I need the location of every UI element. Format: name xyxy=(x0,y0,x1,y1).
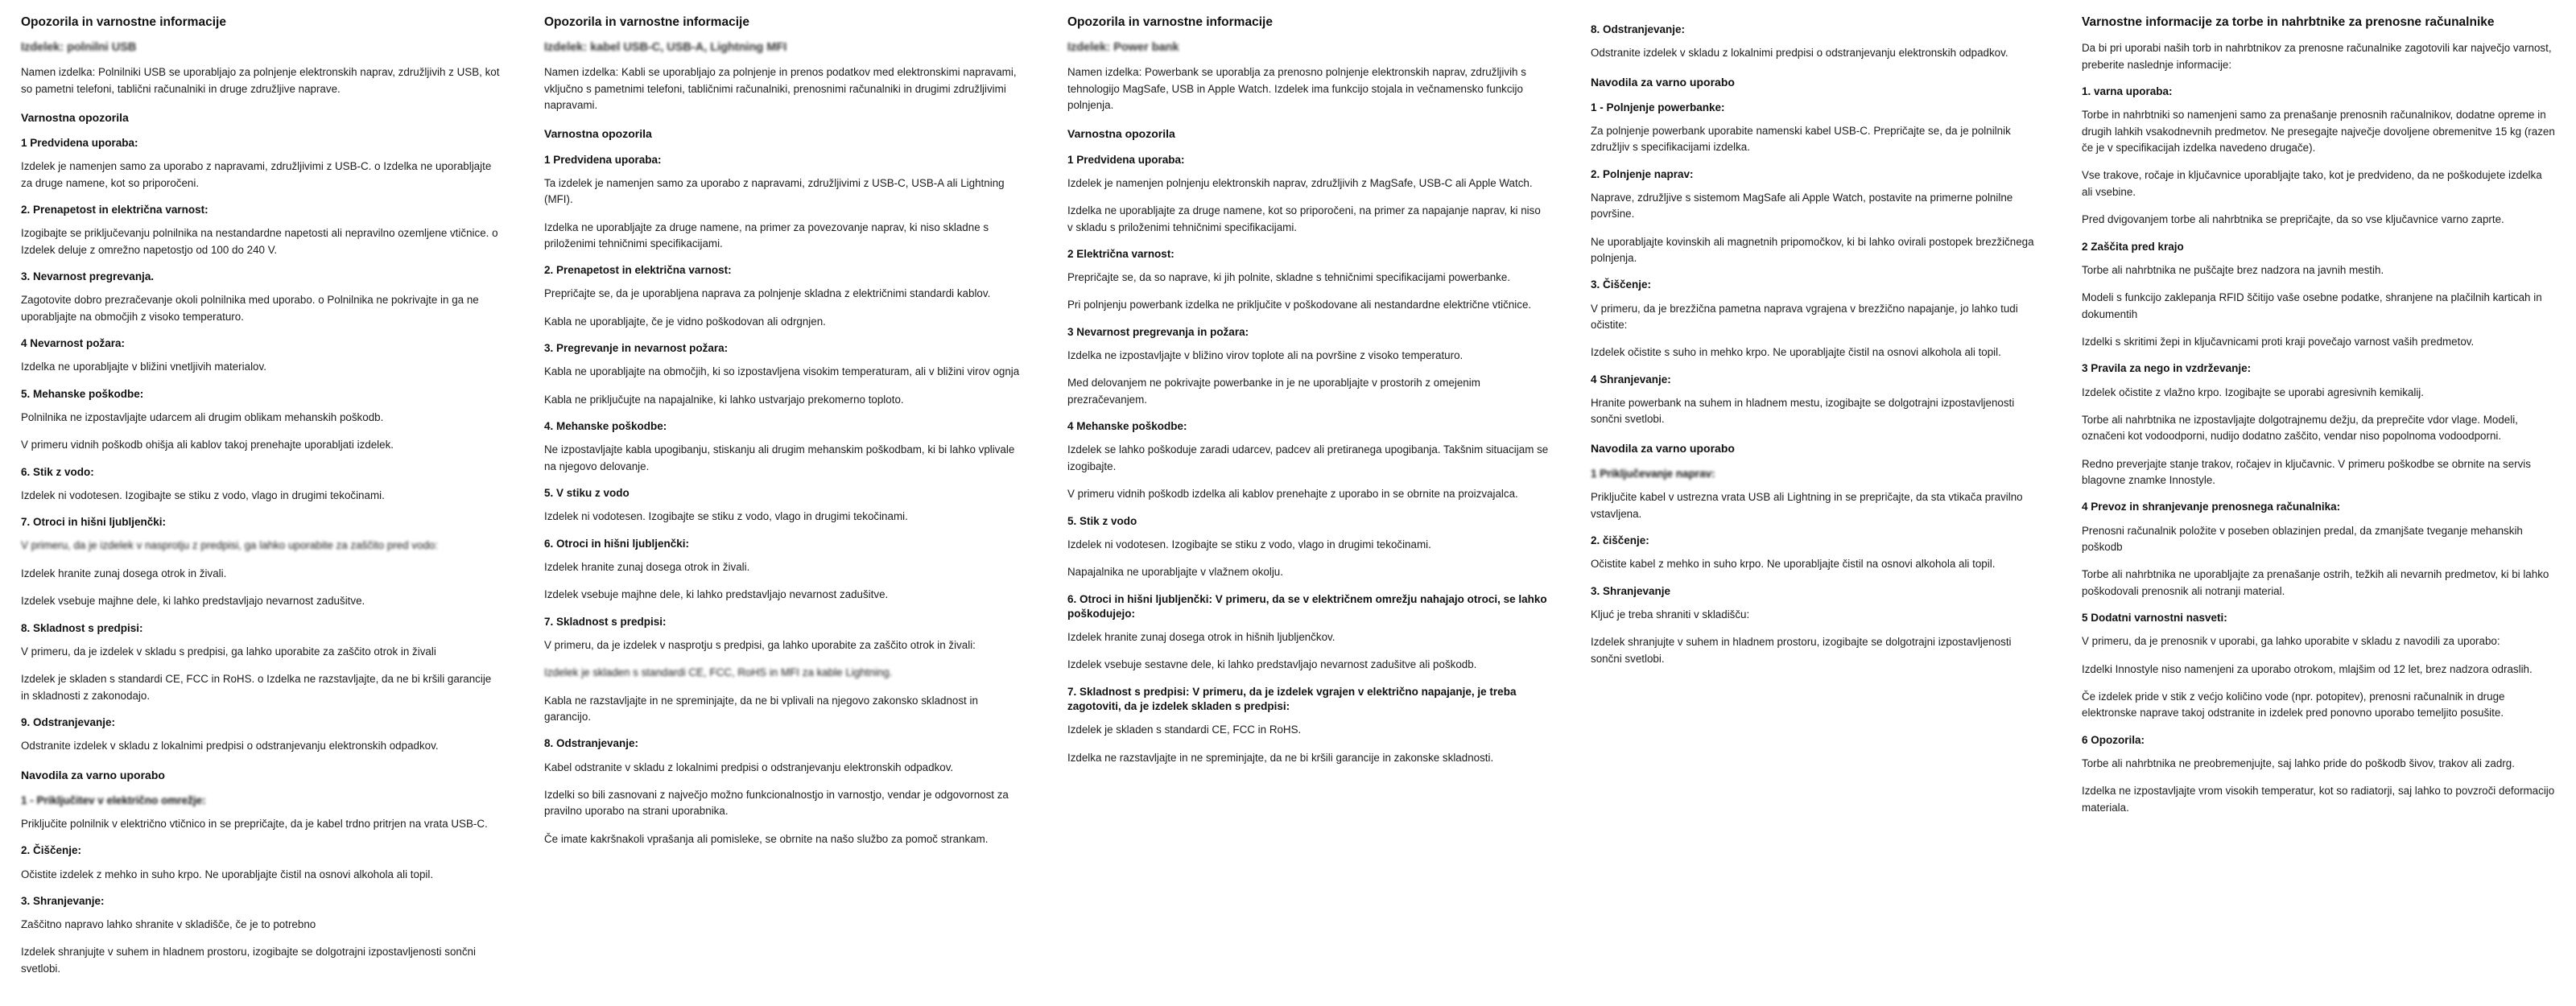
paragraph: Izdelek ni vodotesen. Izogibajte se stiku z vodo, vlago in drugimi tekočinami. xyxy=(21,489,385,501)
paragraph: Če izdelek pride v stik z većjo količino vode (npr. potopitev), prenosni računalnik in druge elektronske naprave takoj odstranite in izdelek pred ponovno uporabo temeljito posušite. xyxy=(2082,691,2505,719)
item-heading: 1. varna uporaba: xyxy=(2082,85,2173,98)
item-heading: 3. Nevarnost pregrevanja. xyxy=(21,270,155,283)
paragraph: Izdelek je namenjen samo za uporabo z napravami, združljivimi z USB-C. o Izdelka ne uporabljajte za druge namene, kot so priporočeni. xyxy=(21,160,492,189)
item-heading: 3 Nevarnost pregrevanja in požara: xyxy=(1067,325,1249,338)
item-heading: 1 - Polnjenje powerbanke: xyxy=(1591,101,1725,113)
item-heading: 6. Otroci in hišni ljubljenčki: V primeru, da se v električnem omrežju nahajajo otroci, se lahko poškodujejo: xyxy=(1067,592,1547,620)
paragraph: Izdelka ne uporabljajte za druge namene, kot so priporočeni, na primer za napajanje naprav, ki niso v skladu s priloženimi tehničnimi specifikacijami. xyxy=(1067,204,1541,233)
product-name: Izdelek: kabel USB-C, USB-A, Lightning MFI xyxy=(544,41,787,55)
paragraph: Naprave, združljive s sistemom MagSafe ali Apple Watch, postavite na primerne polnilne površine. xyxy=(1591,191,2013,221)
paragraph: Napajalnika ne uporabljajte v vlažnem okolju. xyxy=(1067,566,1283,579)
paragraph: Ta izdelek je namenjen samo za uporabo z napravami, združljivimi z USB-C, USB-A ali Lightning (MFI). xyxy=(544,176,1005,206)
item-heading: 6 Opozorila: xyxy=(2082,733,2145,746)
item-heading: 2. Čiščenje: xyxy=(21,844,82,857)
paragraph: Polnilnika ne izpostavljajte udarcem ali drugim oblikam mehanskih poškodb. xyxy=(21,410,384,423)
paragraph: Med delovanjem ne pokrivajte powerbanke in je ne uporabljajte v prostorih z omejenim prezračevanjem. xyxy=(1067,377,1480,406)
item-heading: 2. Polnjenje naprav: xyxy=(1591,167,1694,180)
paragraph: Izdelek vsebuje sestavne dele, ki lahko predstavljajo nevarnost zadušitve ali poškodb. xyxy=(1067,658,1477,671)
paragraph: Zagotovite dobro prezračevanje okoli polnilnika med uporabo. o Polnilnika ne pokrivajte in ga ne uporabljajte na območjih z visoko temperaturo. xyxy=(21,294,479,323)
paragraph: Pri polnjenju powerbank izdelka ne priključite v poškodovane ali nestandardne električne vtičnice. xyxy=(1067,299,1532,311)
item-heading: 1 Predvidena uporaba: xyxy=(1067,153,1185,166)
section-heading: Varnostna opozorila xyxy=(544,127,652,141)
item-heading: 5. V stiku z vodo xyxy=(544,487,630,500)
paragraph: Očistite izdelek z mehko in suho krpo. Ne uporabljajte čistil na osnovi alkohola ali topil. xyxy=(21,868,434,880)
paragraph: Izdelka ne uporabljajte v bližini vnetljivih materialov. xyxy=(21,361,266,373)
paragraph: Namen izdelka: Kabli se uporabljajo za polnjenje in prenos podatkov med elektronskimi napravami, vključno s pametnimi telefoni, tabličnimi računalniki, prenosnimi računalniki in drugimi združljivimi napravami. xyxy=(544,66,1017,111)
paragraph: Priključite kabel v ustrezna vrata USB ali Lightning in se prepričajte, da sta vtikača pravilno vstavljena. xyxy=(1591,491,2023,520)
column-usb-cable xyxy=(523,14,1046,859)
paragraph: V primeru, da je izdelek v nasprotju s predpisi, ga lahko uporabite za zaščito otrok in živali: xyxy=(544,638,976,651)
paragraph: Izdelki s skritimi žepi in ključavnicami proti kraji povečajo varnost vaših predmetov. xyxy=(2082,335,2475,348)
item-heading: 8. Odstranjevanje: xyxy=(544,737,639,750)
item-heading: 7. Skladnost s predpisi: xyxy=(544,615,667,628)
paragraph: Modeli s funkcijo zaklepanja RFID ščitijo vaše osebne podatke, shranjene na plačilnih karticah in dokumentih xyxy=(2082,291,2542,320)
item-heading: 9. Odstranjevanje: xyxy=(21,715,116,728)
paragraph: V primeru, da je brezžična pametna naprava vgrajena v brezžično napajanje, jo lahko tudi očistite: xyxy=(1591,302,2018,332)
item-heading: 8. Skladnost s predpisi: xyxy=(21,621,143,634)
paragraph: Kljuć je treba shraniti v skladišču: xyxy=(1591,608,1750,621)
paragraph: Izdelek hranite zunaj dosega otrok in živali. xyxy=(544,560,750,573)
paragraph: Pred dvigovanjem torbe ali nahrbtnika se prepričajte, da so vse ključavnice varno zaprte. xyxy=(2082,213,2504,226)
item-heading: 5. Stik z vodo xyxy=(1067,514,1137,527)
paragraph: Izdelka ne uporabljajte za druge namene, na primer za povezovanje naprav, ki niso skladne s priloženimi tehničnimi specifikacijami. xyxy=(544,221,989,249)
item-heading: 2. Prenapetost in električna varnost: xyxy=(544,264,732,277)
paragraph: Odstranite izdelek v skladu z lokalnimi predpisi o odstranjevanju elektronskih odpadkov. xyxy=(1591,47,2008,60)
paragraph: V primeru, da je izdelek v skladu s predpisi, ga lahko uporabite za zaščito otrok in živali xyxy=(21,645,436,658)
column-title: Opozorila in varnostne informacije xyxy=(1067,15,1273,29)
item-heading: 5. Mehanske poškodbe: xyxy=(21,387,144,400)
item-heading: 4. Mehanske poškodbe: xyxy=(544,420,667,433)
item-heading: 1 Priključevanje naprav: xyxy=(1591,467,1715,480)
item-heading: 2 Električna varnost: xyxy=(1067,247,1174,260)
section-heading: Varnostna opozorila xyxy=(21,110,129,124)
paragraph: Prenosni računalnik položite v poseben oblazinjen predal, da zmanjšate tveganje mehanskih poškodb xyxy=(2082,524,2523,553)
paragraph: Kabla ne uporabljajte na območjih, ki so izpostavljena visokim temperaturam, ali v bližini virov ognja xyxy=(544,365,1020,378)
section-heading: Navodila za varno uporabo xyxy=(1591,75,1735,89)
paragraph: V primeru vidnih poškodb izdelka ali kablov prenehajte z uporabo in se obrnite na proizvajalca. xyxy=(1067,488,1518,501)
paragraph: Izdelki so bili zasnovani z največjo možno funkcionalnostjo in varnostjo, vendar je odgovornost za pravilno uporabo na strani uporabnika. xyxy=(544,789,1009,818)
paragraph: Izdelek je skladen s standardi CE, FCC in RoHS. xyxy=(1067,724,1302,736)
paragraph: Namen izdelka: Powerbank se uporablja za prenosno polnjenje elektronskih naprav, združljivih s tehnologijo MagSafe, USB in Apple Watch. Izdelek ima funkcijo stojala in večnamensko funkcijo polnjenja. xyxy=(1067,66,1526,111)
paragraph: Da bi pri uporabi naših torb in nahrbtnikov za prenosne računalnike zagotovili kar največjo varnost, preberite naslednje informacije: xyxy=(2082,42,2552,71)
paragraph: Zaščitno napravo lahko shranite v skladišče, če je to potrebno xyxy=(21,918,316,931)
paragraph: Očistite kabel z mehko in suho krpo. Ne uporabljajte čistil na osnovi alkohola ali topil. xyxy=(1591,558,1996,571)
item-heading: 4 Prevoz in shranjevanje prenosnega računalnika: xyxy=(2082,501,2341,513)
paragraph: Izdelek shranjujte v suhem in hladnem prostoru, izogibajte se dolgotrajni izpostavljenosti sončni svetlobi. xyxy=(1591,636,2012,665)
item-heading: 3. Shranjevanje xyxy=(1591,584,1671,597)
item-heading: 5 Dodatni varnostni nasveti: xyxy=(2082,612,2227,625)
item-heading: 4 Shranjevanje: xyxy=(1591,373,1671,385)
item-heading: 3 Pravila za nego in vzdrževanje: xyxy=(2082,362,2252,375)
paragraph: Izdelek očistite z vlažno krpo. Izogibajte se uporabi agresivnih kemikalij. xyxy=(2082,385,2424,398)
paragraph: Izdelek je skladen s standardi CE, FCC, RoHS in MFI za kable Lightning. xyxy=(544,666,893,679)
paragraph: Hranite powerbank na suhem in hladnem mestu, izogibajte se dolgotrajni izpostavljenosti sončni svetlobi. xyxy=(1591,397,2015,426)
paragraph: Izdelka ne izpostavljajte v bližino virov toplote ali na površine z visoko temperaturo. xyxy=(1067,349,1463,362)
paragraph: Izdelek vsebuje majhne dele, ki lahko predstavljajo nevarnost zadušitve. xyxy=(21,595,365,608)
column-powerbank-continued xyxy=(1570,14,2061,678)
paragraph: Torbe in nahrbtniki so namenjeni samo za prenašanje prenosnih računalnikov, dodatne opreme in drugih lahkih vsakodnevnih predmetov. Ne presegajte največje dovoljene obremenitve 15 kg (razen če je v specifikacijah izdelka navedeno drugače). xyxy=(2082,109,2555,155)
paragraph: Izdelek ni vodotesen. Izogibajte se stiku z vodo, vlago in drugimi tekočinami. xyxy=(544,510,908,523)
item-heading: 2. Prenapetost in električna varnost: xyxy=(21,204,208,216)
paragraph: V primeru, da je izdelek v nasprotju z predpisi, ga lahko uporabite za zaščito pred vodo: xyxy=(21,539,439,552)
paragraph: Izdelek hranite zunaj dosega otrok in hišnih ljubljenčkov. xyxy=(1067,630,1335,643)
column-title: Opozorila in varnostne informacije xyxy=(21,15,226,29)
paragraph: Namen izdelka: Polnilniki USB se uporabljajo za polnjenje elektronskih naprav, združljivih z USB, kot so pametni telefoni, tablični računalniki in druge združljive naprave. xyxy=(21,66,500,95)
item-heading: 6. Stik z vodo: xyxy=(21,465,94,478)
product-name: Izdelek: polnilni USB xyxy=(21,41,137,55)
paragraph: Za polnjenje powerbank uporabite namenski kabel USB-C. Prepričajte se, da je polnilnik združljiv s specifikacijami izdelka. xyxy=(1591,125,2011,154)
section-heading: Navodila za varno uporabo xyxy=(1591,441,1735,455)
paragraph: Torbe ali nahrbtnika ne puščajte brez nadzora na javnih mestih. xyxy=(2082,263,2384,276)
item-heading: 4 Nevarnost požara: xyxy=(21,337,126,350)
paragraph: Torbe ali nahrbtnika ne uporabljajte za prenašanje ostrih, težkih ali nevarnih predmetov, ki bi lahko poškodovali prenosnik ali notranji material. xyxy=(2082,568,2549,597)
paragraph: Izdelek shranjujte v suhem in hladnem prostoru, izogibajte se dolgotrajni izpostavljenosti sončni svetlobi. xyxy=(21,946,476,975)
section-heading: Varnostna opozorila xyxy=(1067,127,1175,141)
paragraph: Izogibajte se priključevanju polnilnika na nestandardne napetosti ali nepravilno ozemljene vtičnice. o Izdelek deluje z omrežno napetostjo od 100 do 240 V. xyxy=(21,227,498,256)
product-name: Izdelek: Power bank xyxy=(1067,41,1179,55)
paragraph: Torbe ali nahrbtnika ne izpostavljajte dolgotrajnemu dežju, da preprečite vdor vlage. Modeli, označeni kot vodoodporni, nudijo dodatno zaščito, vendar niso popolnoma vodoodporni. xyxy=(2082,413,2518,443)
paragraph: Kabla ne razstavljajte in ne spreminjajte, da ne bi vplivali na njegovo zakonsko skladnost in garancijo. xyxy=(544,694,978,724)
paragraph: Odstranite izdelek v skladu z lokalnimi predpisi o odstranjevanju elektronskih odpadkov. xyxy=(21,740,439,752)
paragraph: Kabla ne uporabljajte, če je vidno poškodovan ali odrgnjen. xyxy=(544,315,826,328)
item-heading: 7. Skladnost s predpisi: V primeru, da je izdelek vgrajen v električno napajanje, je treba zagotoviti, da je izdelek skladen s predpisi: xyxy=(1067,685,1517,712)
item-heading: 6. Otroci in hišni ljubljenčki: xyxy=(544,537,690,550)
paragraph: Ne uporabljajte kovinskih ali magnetnih pripomočkov, ki bi lahko ovirali postopek brezžičnega polnjenja. xyxy=(1591,235,2034,265)
item-heading: 7. Otroci in hišni ljubljenčki: xyxy=(21,516,167,529)
item-heading: 3. Shranjevanje: xyxy=(21,894,105,907)
paragraph: Izdelek ni vodotesen. Izogibajte se stiku z vodo, vlago in drugimi tekočinami. xyxy=(1067,538,1431,550)
paragraph: Če imate kakršnakoli vprašanja ali pomisleke, se obrnite na našo službo za pomoč strankam. xyxy=(544,832,989,845)
paragraph: Kabel odstranite v skladu z lokalnimi predpisi o odstranjevanju elektronskih odpadkov. xyxy=(544,761,954,773)
paragraph: Izdelek hranite zunaj dosega otrok in živali. xyxy=(21,567,227,579)
item-heading: 1 Predvidena uporaba: xyxy=(21,137,138,150)
paragraph: Izdelek očistite s suho in mehko krpo. Ne uporabljajte čistil na osnovi alkohola ali topil. xyxy=(1591,346,2001,359)
paragraph: Izdelek je skladen s standardi CE, FCC in RoHS. o Izdelka ne razstavljajte, da ne bi kršili garancije in skladnosti z zakonodajo. xyxy=(21,673,492,702)
paragraph: Izdelek je namenjen polnjenju elektronskih naprav, združljivih z MagSafe, USB-C ali Apple Watch. xyxy=(1067,176,1533,189)
item-heading: 3. Čiščenje: xyxy=(1591,278,1652,291)
paragraph: Prepričajte se, da je uporabljena naprava za polnjenje skladna z električnimi standardi kablov. xyxy=(544,287,991,300)
paragraph: V primeru vidnih poškodb ohišja ali kablov takoj prenehajte uporabljati izdelek. xyxy=(21,439,394,451)
paragraph: Ne izpostavljajte kabla upogibanju, stiskanju ali drugim mehanskim poškodbam, ki bi lahko vplivale na njegovo delovanje. xyxy=(544,443,1015,472)
item-heading: 1 Predvidena uporaba: xyxy=(544,153,662,166)
paragraph: Redno preverjajte stanje trakov, ročajev in ključavnic. V primeru poškodbe se obrnite na servis blagovne znamke Innostyle. xyxy=(2082,457,2531,487)
item-heading: 3. Pregrevanje in nevarnost požara: xyxy=(544,342,729,355)
paragraph: Torbe ali nahrbtnika ne preobremenjujte, saj lahko pride do poškodb šivov, trakov ali zadrg. xyxy=(2082,757,2515,770)
paragraph: Izdelka ne razstavljajte in ne spreminjajte, da ne bi kršili garancije in zakonske skladnosti. xyxy=(1067,751,1494,764)
column-laptop-bag xyxy=(2061,14,2576,827)
paragraph: Izdelka ne izpostavljajte vrom visokih temperatur, kot so radiatorji, saj lahko to povzroči deformacijo materiala. xyxy=(2082,785,2555,814)
paragraph: Izdelek se lahko poškoduje zaradi udarcev, padcev ali pretiranega upogibanja. Takšnim situacijam se izogibajte. xyxy=(1067,443,1549,472)
section-heading: Navodila za varno uporabo xyxy=(21,768,165,781)
paragraph: Izdelki Innostyle niso namenjeni za uporabo otrokom, mlajšim od 12 let, brez nadzora odraslih. xyxy=(2082,662,2533,675)
item-heading: 4 Mehanske poškodbe: xyxy=(1067,420,1187,433)
paragraph: Izdelek vsebuje majhne dele, ki lahko predstavljajo nevarnost zadušitve. xyxy=(544,588,889,601)
column-title: Varnostne informacije za torbe in nahrbtnike za prenosne računalnike xyxy=(2082,15,2495,29)
item-heading: 2. čiščenje: xyxy=(1591,534,1649,546)
paragraph: Vse trakove, ročaje in ključavnice uporabljajte tako, kot je predvideno, da ne poškodujete izdelka ali vsebine. xyxy=(2082,169,2542,198)
item-heading: 8. Odstranjevanje: xyxy=(1591,23,1686,35)
paragraph: Kabla ne priključujte na napajalnike, ki lahko ustvarjajo prekomerno toploto. xyxy=(544,393,904,406)
column-title: Opozorila in varnostne informacije xyxy=(544,15,749,29)
item-heading: 1 - Priključitev v električno omrežje: xyxy=(21,794,206,806)
column-usb-charger xyxy=(0,14,523,988)
paragraph: Prepričajte se, da so naprave, ki jih polnite, skladne s tehničnimi specifikacijami powerbanke. xyxy=(1067,271,1511,284)
item-heading: 2 Zaščita pred krajo xyxy=(2082,240,2184,253)
column-powerbank xyxy=(1046,14,1570,777)
paragraph: V primeru, da je prenosnik v uporabi, ga lahko uporabite v skladu z navodili za uporabo: xyxy=(2082,635,2500,648)
paragraph: Priključite polnilnik v električno vtičnico in se prepričajte, da je kabel trdno pritrjen na vrata USB-C. xyxy=(21,817,488,830)
